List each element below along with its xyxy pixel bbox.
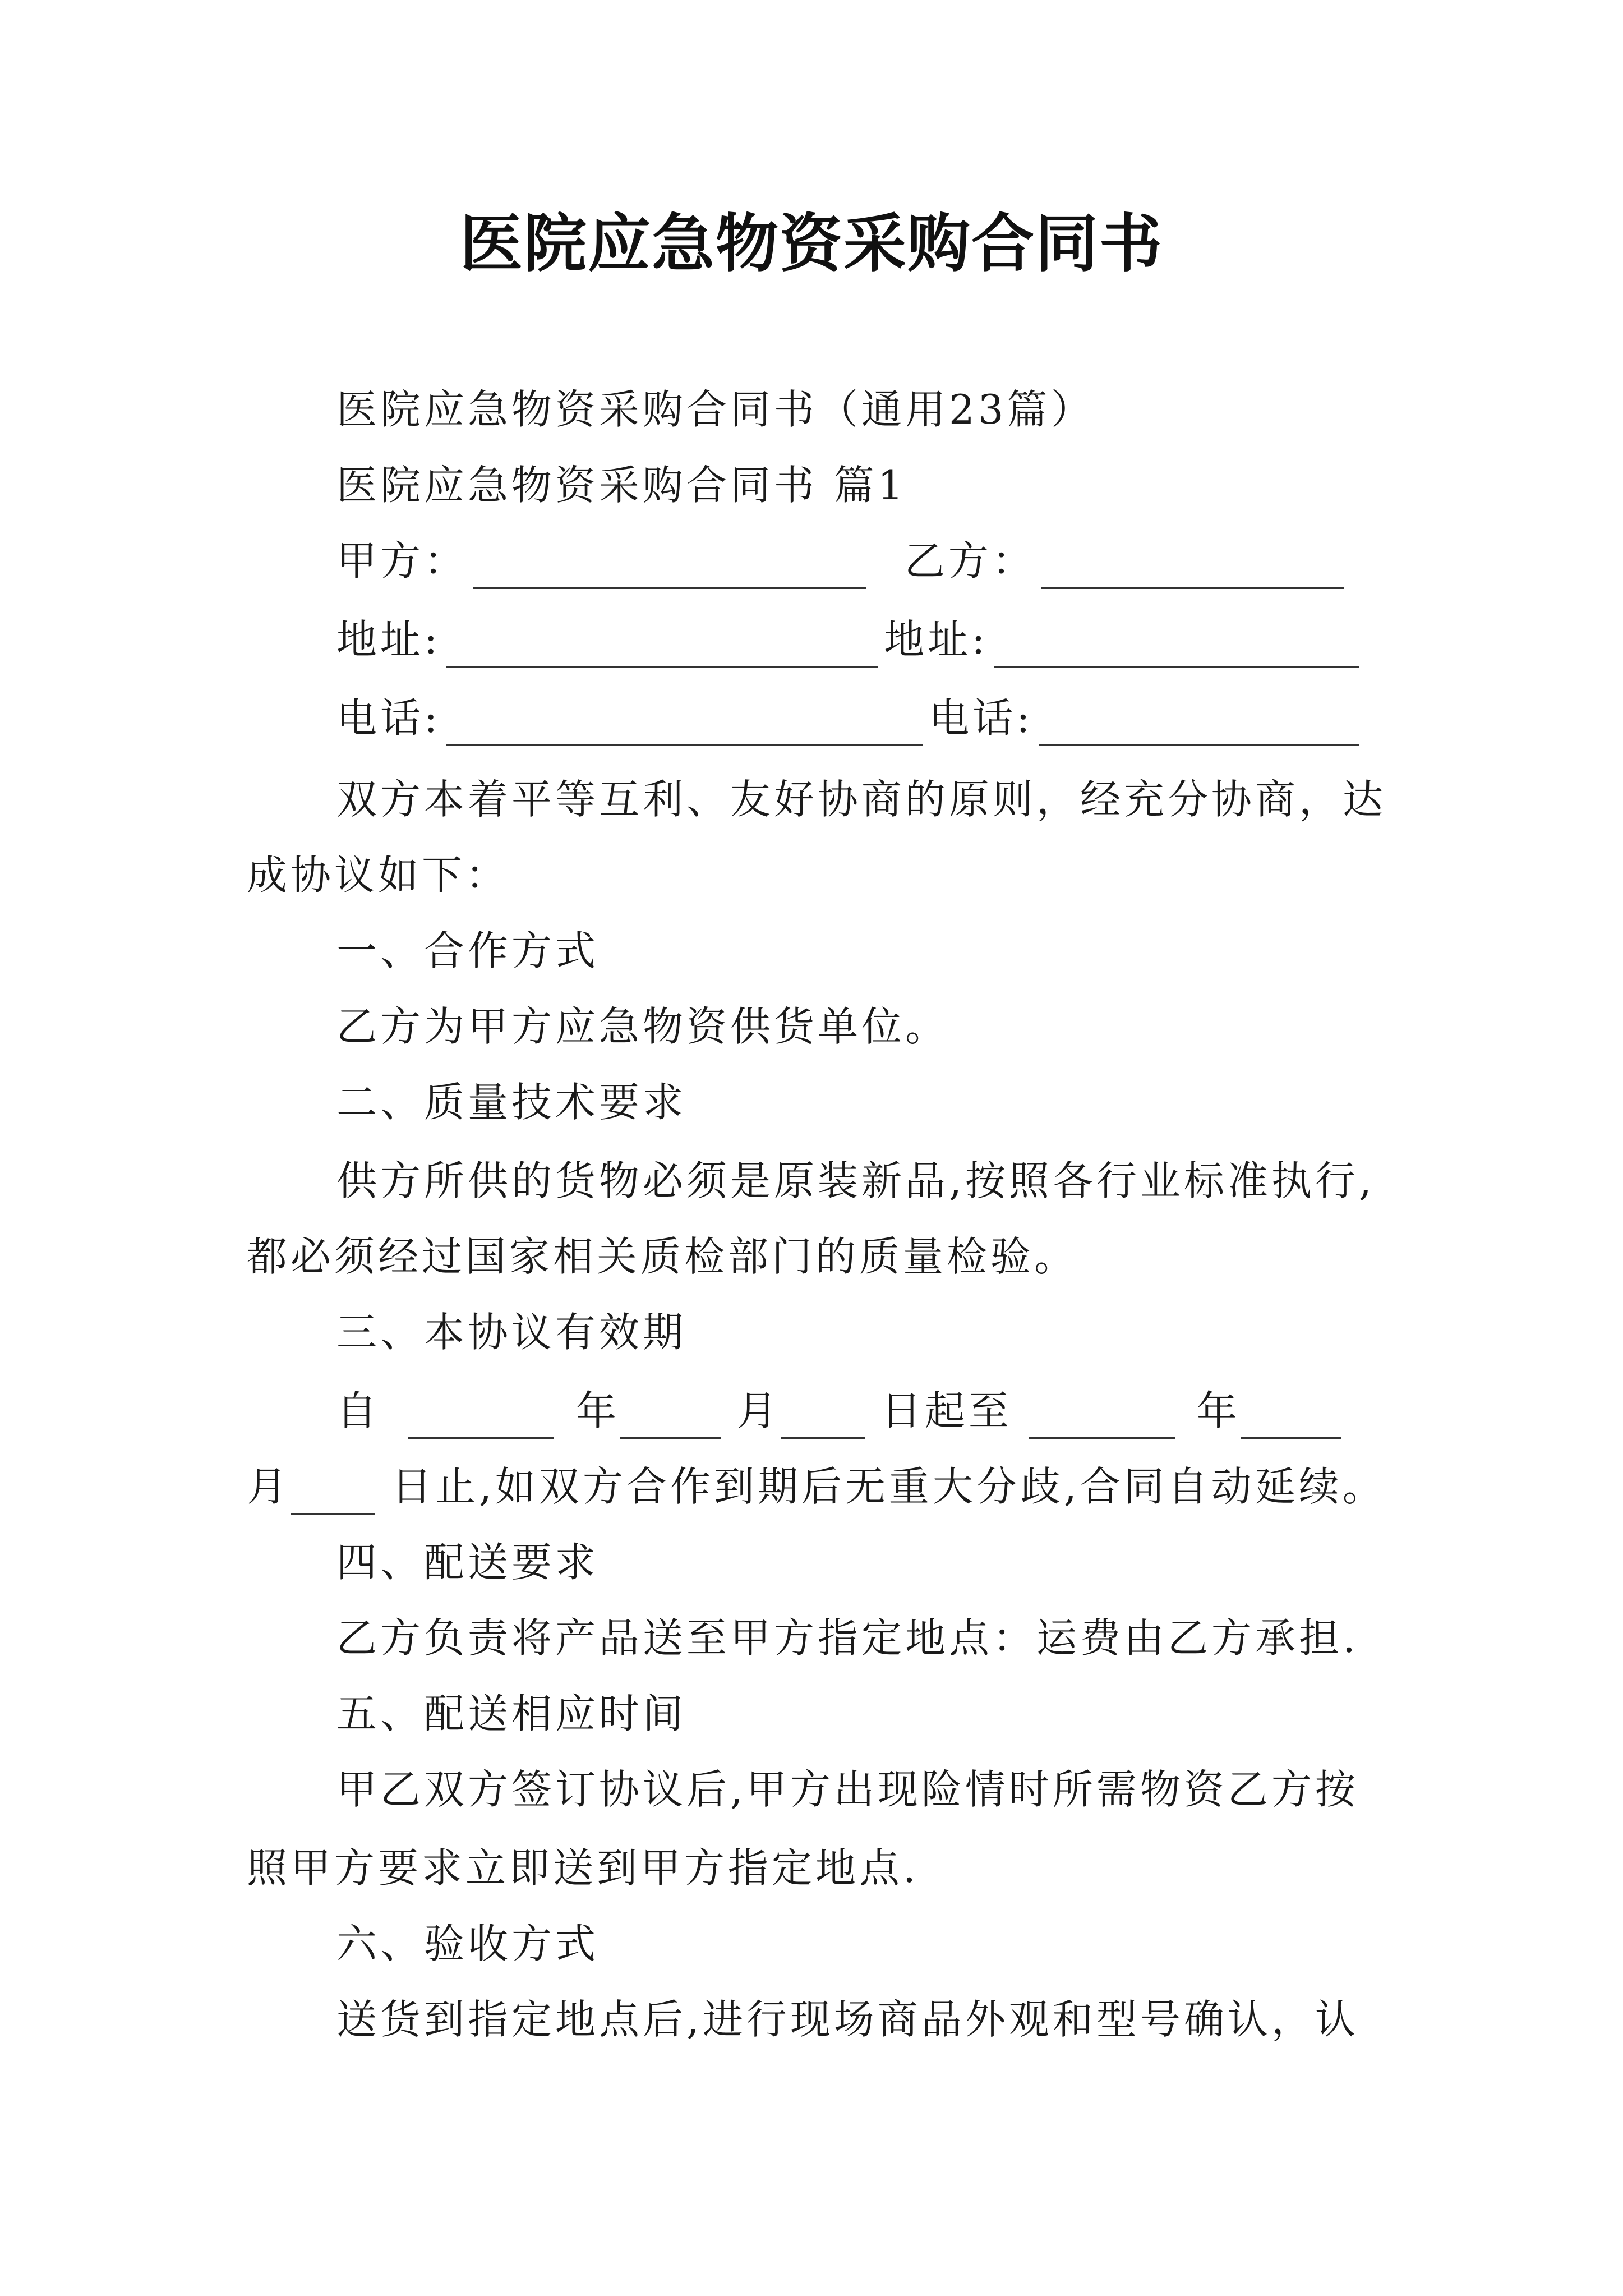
section-6-line-1: 送货到指定地点后,进行现场商品外观和型号确认，认 bbox=[336, 1996, 1359, 2043]
intro-line-1: 双方本着平等互利、友好协商的原则，经充分协商，达 bbox=[336, 776, 1387, 823]
address-row bbox=[336, 611, 1364, 668]
start-year-label: 年 bbox=[575, 1387, 620, 1434]
phone-b-label: 电话: bbox=[929, 694, 1034, 742]
intro-line-2: 成协议如下： bbox=[247, 852, 510, 899]
end-month-label: 月 bbox=[247, 1463, 291, 1510]
section-5-heading: 五、配送相应时间 bbox=[336, 1690, 687, 1737]
part-label: 医院应急物资采购合同书 篇1 bbox=[336, 462, 907, 509]
section-1-text: 乙方为甲方应急物资供货单位。 bbox=[336, 1003, 949, 1050]
section-2-heading: 二、质量技术要求 bbox=[336, 1079, 687, 1126]
section-3-date-line-2 bbox=[247, 1458, 1385, 1515]
end-month-field[interactable] bbox=[1241, 1393, 1341, 1439]
section-1-heading: 一、合作方式 bbox=[336, 927, 600, 974]
end-day-field[interactable] bbox=[291, 1469, 375, 1515]
end-year-field[interactable] bbox=[1029, 1393, 1175, 1439]
section-4-text: 乙方负责将产品送至甲方指定地点：运费由乙方承担. bbox=[336, 1614, 1359, 1662]
section-2-line-2: 都必须经过国家相关质检部门的质量检验。 bbox=[247, 1233, 1078, 1280]
document-title: 医院应急物资采购合同书 bbox=[460, 208, 1163, 280]
section-3-heading: 三、本协议有效期 bbox=[336, 1309, 687, 1356]
phone-row bbox=[336, 690, 1364, 746]
party-row bbox=[336, 533, 1350, 589]
phone-b-field[interactable] bbox=[1039, 701, 1359, 746]
start-month-field[interactable] bbox=[620, 1393, 721, 1439]
party-b-field[interactable] bbox=[1041, 544, 1344, 589]
address-a-field[interactable] bbox=[446, 622, 878, 668]
subtitle: 医院应急物资采购合同书（通用23篇） bbox=[336, 386, 1095, 433]
start-day-field[interactable] bbox=[781, 1393, 865, 1439]
party-b-label: 乙方： bbox=[904, 537, 1036, 585]
section-4-heading: 四、配送要求 bbox=[336, 1539, 600, 1586]
start-day-label: 日起至 bbox=[880, 1387, 1012, 1434]
section-6-heading: 六、验收方式 bbox=[336, 1920, 600, 1967]
phone-a-field[interactable] bbox=[446, 701, 923, 746]
section-2-line-1: 供方所供的货物必须是原装新品,按照各行业标准执行, bbox=[336, 1157, 1375, 1204]
section-5-line-2: 照甲方要求立即送到甲方指定地点. bbox=[247, 1844, 919, 1892]
section-5-line-1: 甲乙双方签订协议后,甲方出现险情时所需物资乙方按 bbox=[336, 1766, 1359, 1813]
section-3-date-line-1 bbox=[336, 1383, 1341, 1439]
start-month-label: 月 bbox=[736, 1387, 781, 1434]
party-a-label: 甲方： bbox=[336, 537, 468, 585]
party-a-field[interactable] bbox=[473, 544, 866, 589]
address-b-label: 地址: bbox=[884, 616, 989, 663]
address-b-field[interactable] bbox=[994, 622, 1359, 668]
date-from-label: 自 bbox=[336, 1387, 381, 1434]
address-a-label: 地址: bbox=[336, 616, 441, 663]
start-year-field[interactable] bbox=[408, 1393, 554, 1439]
section-3-tail: 日止,如双方合作到期后无重大分歧,合同自动延续。 bbox=[391, 1463, 1386, 1510]
phone-a-label: 电话: bbox=[336, 694, 441, 742]
end-year-label: 年 bbox=[1196, 1387, 1241, 1434]
